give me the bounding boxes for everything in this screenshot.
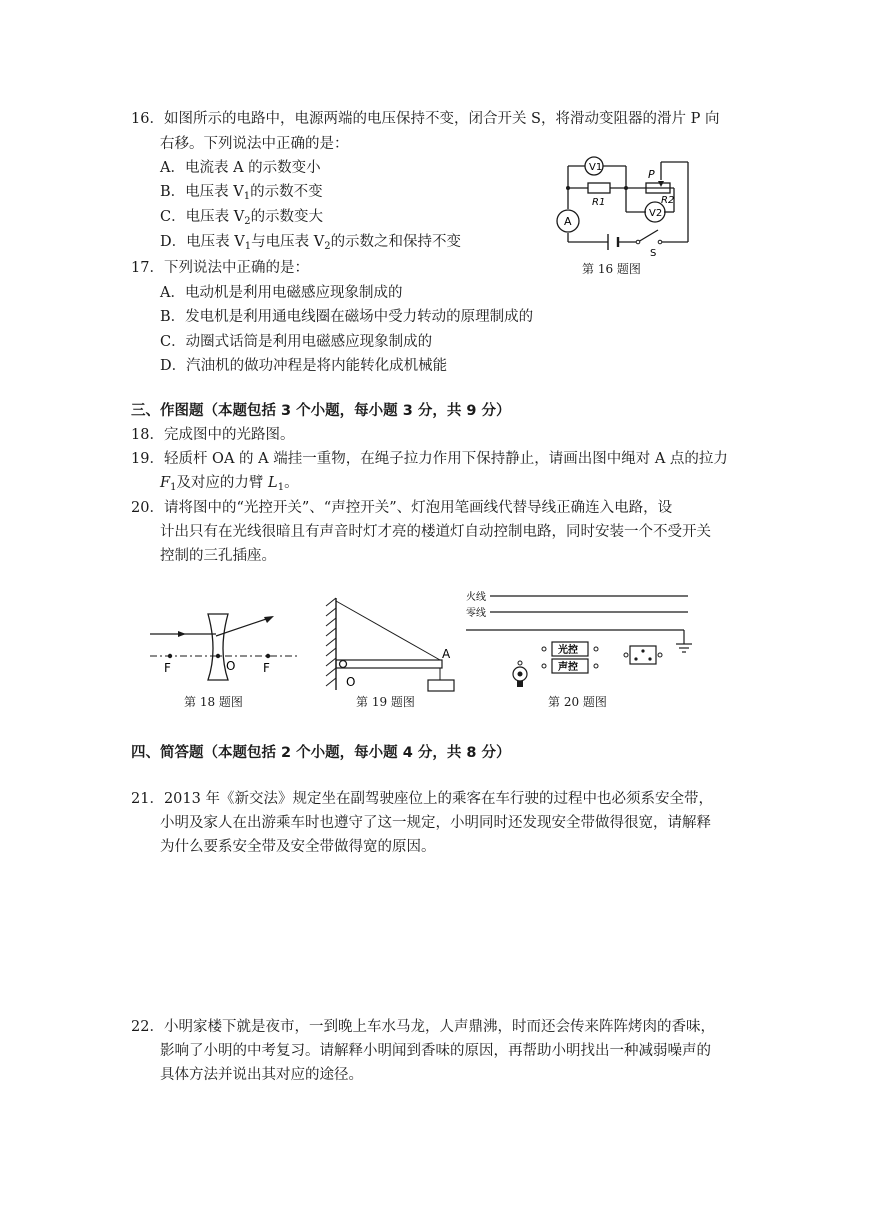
q18-lens-diagram <box>150 610 300 682</box>
q21-stem-line3: 为什么要系安全带及安全带做得宽的原因。 <box>160 839 436 855</box>
q19-stem-line2: $F_1$及对应的力臂 $L_1$。 <box>160 475 299 493</box>
q17-option-a: A．电动机是利用电磁感应现象制成的 <box>160 285 403 301</box>
q16-stem-line2: 右移。下列说法中正确的是： <box>160 136 349 152</box>
q20-neutral-wire-label: 零线 <box>466 608 486 619</box>
q17-stem: 17．下列说法中正确的是： <box>131 260 309 276</box>
q16-option-d: D．电压表 $V_1$与电压表 $V_2$的示数之和保持不变 <box>160 234 462 252</box>
q17-option-d: D．汽油机的做功冲程是将内能转化成机械能 <box>160 358 448 374</box>
q16-option-c: C．电压表 $V_2$的示数变大 <box>160 209 324 227</box>
q22-stem-line2: 影响了小明的中考复习。请解释小明闻到香味的原因，再帮助小明找出一种减弱噪声的 <box>160 1043 711 1059</box>
q16-option-b: B．电压表 $V_1$的示数不变 <box>160 184 323 202</box>
q19-pivot-o-label: O <box>346 675 356 689</box>
q16-stem-line1: 16．如图所示的电路中，电源两端的电压保持不变，闭合开关 S，将滑动变阻器的滑片 P 向 <box>131 111 720 127</box>
q18-stem: 18．完成图中的光路图。 <box>131 427 295 443</box>
q16-option-a: A．电流表 A 的示数变小 <box>160 160 321 176</box>
q20-stem-line3: 控制的三孔插座。 <box>160 548 276 564</box>
q16-circuit-diagram <box>548 150 698 258</box>
q19-point-a-label: A <box>442 647 451 661</box>
q20-live-wire-label: 火线 <box>466 592 486 603</box>
q19-figure-caption: 第 19 题图 <box>356 695 415 709</box>
q17-option-b: B．发电机是利用通电线圈在磁场中受力转动的原理制成的 <box>160 309 534 325</box>
q16-v1-label: V1 <box>589 162 603 173</box>
q20-stem-line2: 计出只有在光线很暗且有声音时灯才亮的楼道灯自动控制电路，同时安装一个不受开关 <box>160 524 711 540</box>
q16-slider-label: P <box>648 168 655 181</box>
q18-figure-caption: 第 18 题图 <box>184 695 243 709</box>
q16-r1-label: R1 <box>592 197 606 208</box>
q20-sound-switch-label: 声控 <box>558 662 578 673</box>
q19-lever-diagram <box>322 596 462 692</box>
q18-focus-right-label: F <box>263 661 270 675</box>
q17-option-c: C．动圈式话筒是利用电磁感应现象制成的 <box>160 334 433 350</box>
q19-stem-line1: 19．轻质杆 OA 的 A 端挂一重物，在绳子拉力作用下保持静止，请画出图中绳对 A 点的拉力 <box>131 451 728 467</box>
q22-stem-line1: 22．小明家楼下就是夜市，一到晚上车水马龙，人声鼎沸，时而还会传来阵阵烤肉的香味， <box>131 1019 715 1035</box>
q21-stem-line1: 21．2013 年《新交法》规定坐在副驾驶座位上的乘客在车行驶的过程中也必须系安全带， <box>131 791 713 807</box>
q16-figure-caption: 第 16 题图 <box>582 262 641 276</box>
q20-light-switch-label: 光控 <box>558 645 578 656</box>
q20-stem-line1: 20．请将图中的“光控开关”、“声控开关”、灯泡用笔画线代替导线正确连入电路，设 <box>131 500 673 516</box>
section4-heading: 四、简答题（本题包括 2 个小题，每小题 4 分，共 8 分） <box>131 745 511 761</box>
q16-r2-label: R2 <box>661 195 675 206</box>
q16-switch-label: S <box>650 248 657 258</box>
q18-optical-center-label: O <box>226 659 236 673</box>
q18-focus-left-label: F <box>164 661 171 675</box>
q16-v2-label: V2 <box>649 208 663 219</box>
section3-heading: 三、作图题（本题包括 3 个小题，每小题 3 分，共 9 分） <box>131 403 511 419</box>
q21-stem-line2: 小明及家人在出游乘车时也遵守了这一规定，小明同时还发现安全带做得很宽，请解释 <box>160 815 711 831</box>
q20-figure-caption: 第 20 题图 <box>548 695 607 709</box>
q22-stem-line3: 具体方法并说出其对应的途径。 <box>160 1067 363 1083</box>
q20-wiring-diagram <box>462 586 698 690</box>
q16-ammeter-label: A <box>564 215 572 228</box>
